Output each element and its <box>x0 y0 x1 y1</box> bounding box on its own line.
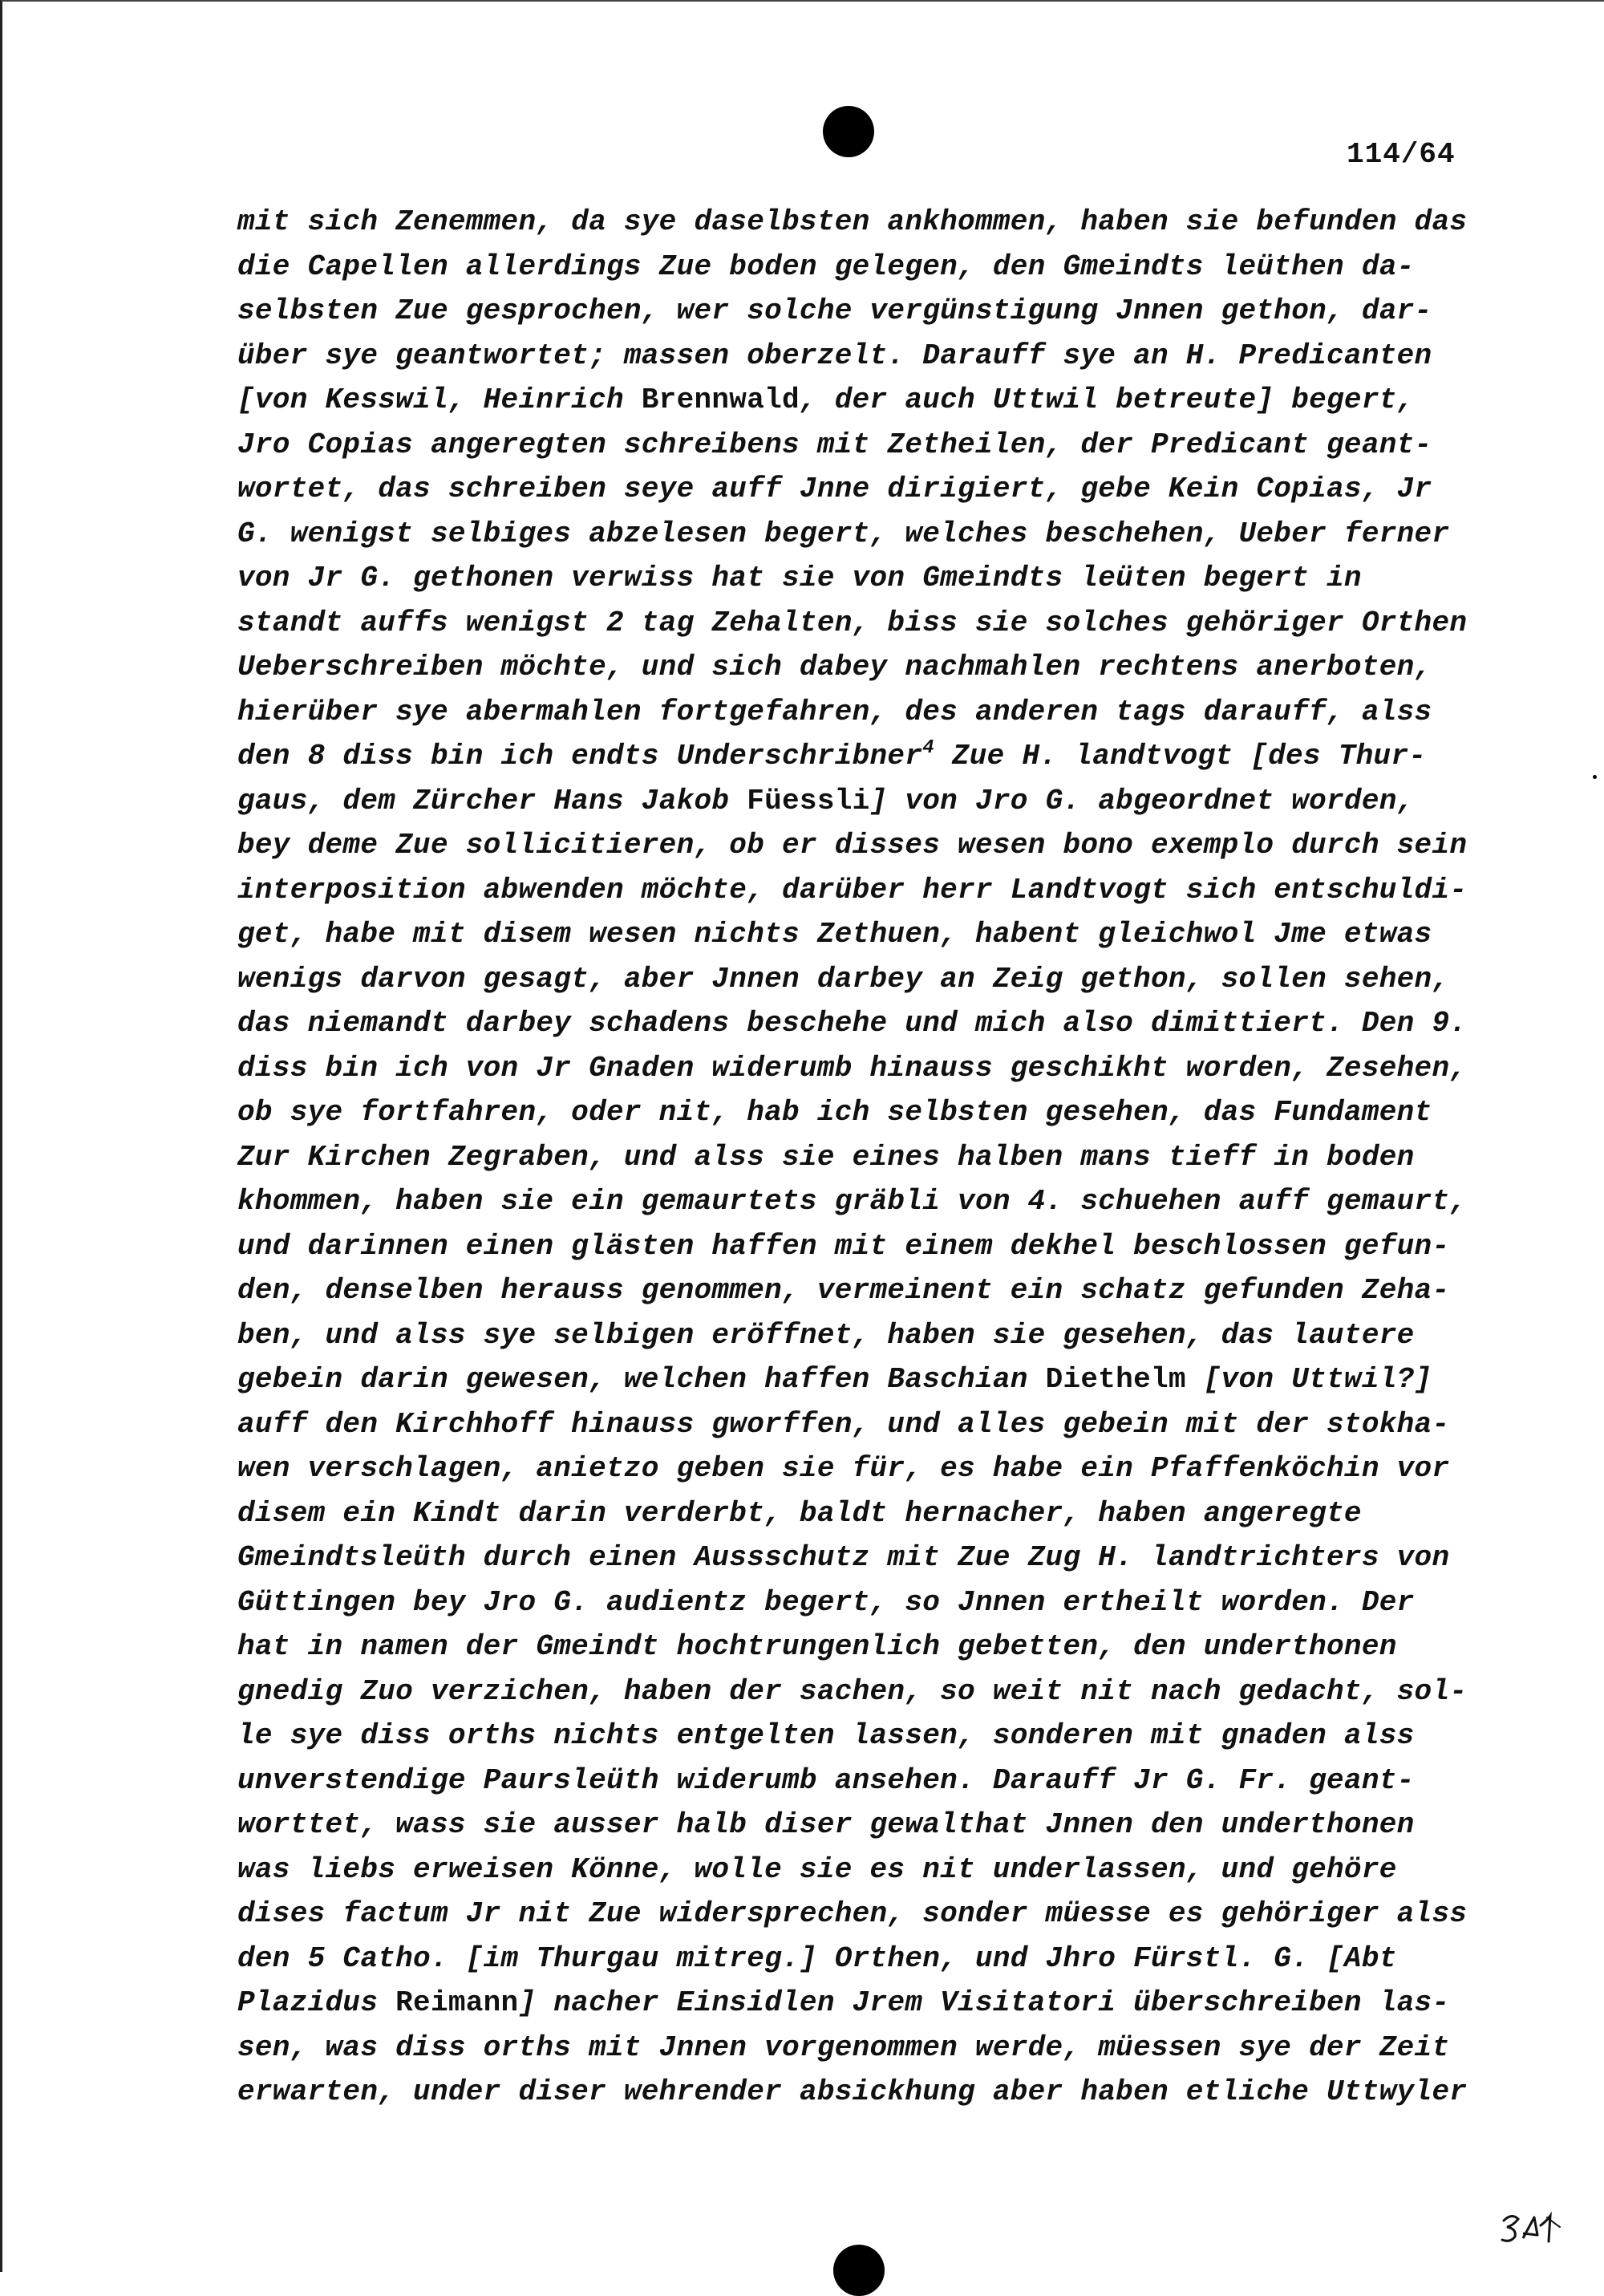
text-segment: hierüber sye abermahlen fortgefahren, des anderen tags darauff, alss <box>237 695 1432 728</box>
person-name: Brennwald <box>641 383 800 416</box>
text-line <box>237 1001 1489 1046</box>
text-segment: Gmeindtsleüth durch einen Aussschutz mit Zue Zug H. landtrichters von <box>237 1541 1450 1574</box>
text-segment: khommen, haben sie ein gemaurtets gräbli von 4. schuehen auff gemaurt, <box>237 1185 1468 1218</box>
punch-hole-bottom <box>833 2245 885 2296</box>
text-segment: ben, und alss sye selbigen eröffnet, haben sie gesehen, das lautere <box>237 1318 1415 1352</box>
text-segment: Ueberschreiben möchte, und sich dabey nachmahlen rechtens anerboten, <box>237 651 1432 684</box>
person-name: Reimann <box>395 1986 519 2019</box>
text-line <box>237 1446 1489 1491</box>
text-line <box>237 1402 1489 1447</box>
footnote-marker: 4 <box>922 737 934 759</box>
text-line <box>237 1892 1489 1937</box>
text-line <box>237 1803 1489 1848</box>
transcription-text <box>237 200 1489 2115</box>
text-segment: standt auffs wenigst 2 tag Zehalten, biss sie solches gehöriger Orthen <box>237 606 1468 639</box>
text-line <box>237 1669 1489 1714</box>
text-line <box>237 912 1489 957</box>
text-segment: und darinnen einen glästen haffen mit einem dekhel beschlossen gefun- <box>237 1229 1450 1263</box>
text-line <box>237 1848 1489 1892</box>
text-line <box>237 779 1489 824</box>
text-segment: von Jr G. gethonen verwiss hat sie von Gmeindts leüten begert in <box>237 562 1362 594</box>
text-segment: das niemandt darbey schadens beschehe und mich also dimittiert. Den 9. <box>237 1007 1468 1040</box>
text-line <box>237 1937 1489 1982</box>
text-segment: mit sich Zenemmen, da sye daselbsten ankhommen, haben sie befunden das <box>237 205 1468 238</box>
text-segment: , der auch Uttwil betreute] begert, <box>799 383 1415 416</box>
page-number: 114/64 <box>1347 138 1456 171</box>
text-segment: sen, was diss orths mit Jnnen vorgenommen werde, müessen sye der Zeit <box>237 2030 1450 2064</box>
text-segment: Plazidus <box>237 1986 396 2019</box>
text-segment: diss bin ich von Jr Gnaden widerumb hinauss geschikht worden, Zesehen, <box>237 1051 1468 1085</box>
text-segment: interposition abwenden möchte, darüber herr Landtvogt sich entschuldi- <box>237 873 1468 907</box>
text-line <box>237 512 1489 557</box>
text-line <box>237 1179 1489 1224</box>
text-line <box>237 1491 1489 1536</box>
text-line <box>237 601 1489 646</box>
text-line <box>237 1981 1489 2026</box>
text-segment: den 5 Catho. [im Thurgau mitreg.] Orthen, und Jhro Fürstl. G. [Abt <box>237 1941 1397 1975</box>
handwritten-page-number <box>1499 2209 1563 2248</box>
text-segment: dises factum Jr nit Zue widersprechen, sonder müesse es gehöriger alss <box>237 1897 1468 1930</box>
text-segment: worttet, wass sie ausser halb diser gewalthat Jnnen den underthonen <box>237 1808 1415 1841</box>
text-line <box>237 1759 1489 1803</box>
text-segment: ob sye fortfahren, oder nit, hab ich selbsten gesehen, das Fundament <box>237 1096 1432 1129</box>
text-segment: Zur Kirchen Zegraben, und alss sie eines halben mans tieff in boden <box>237 1140 1415 1174</box>
text-segment: den 8 diss bin ich endts Underschribner <box>237 740 923 773</box>
text-segment: den, denselben herauss genommen, vermeinent ein schatz gefunden Zeha- <box>237 1274 1450 1307</box>
text-segment: über sye geantwortet; massen oberzelt. Darauff sye an H. Predicanten <box>237 339 1432 372</box>
text-segment: ] von Jro G. abgeordnet worden, <box>869 784 1415 817</box>
text-line <box>237 1090 1489 1135</box>
person-name: Füessli <box>747 784 870 817</box>
text-segment: wenigs darvon gesagt, aber Jnnen darbey an Zeig gethon, sollen sehen, <box>237 962 1450 996</box>
text-line <box>237 823 1489 868</box>
text-segment: bey deme Zue sollicitieren, ob er disses wesen bono exemplo durch sein <box>237 829 1468 862</box>
text-line <box>237 2070 1489 2115</box>
text-segment: unverstendige Paursleüth widerumb ansehen. Darauff Jr G. Fr. geant- <box>237 1763 1415 1797</box>
text-line <box>237 1580 1489 1625</box>
text-line <box>237 1224 1489 1269</box>
text-segment: gaus, dem Zürcher Hans Jakob <box>237 784 747 817</box>
text-line <box>237 645 1489 690</box>
text-segment: [von Kesswil, Heinrich <box>237 383 642 416</box>
text-line <box>237 1046 1489 1091</box>
text-line <box>237 1625 1489 1669</box>
text-segment: gebein darin gewesen, welchen haffen Baschian <box>237 1363 1046 1396</box>
text-segment: die Capellen allerdings Zue boden gelegen, den Gmeindts leüthen da- <box>237 249 1415 283</box>
text-segment: gnedig Zuo verzichen, haben der sachen, so weit nit nach gedacht, sol- <box>237 1674 1468 1708</box>
text-segment: get, habe mit disem wesen nichts Zethuen, habent gleichwol Jme etwas <box>237 918 1432 951</box>
text-line <box>237 423 1489 468</box>
text-segment: Zue H. landtvogt [des Thur- <box>934 740 1427 773</box>
text-line <box>237 334 1489 379</box>
text-line <box>237 1535 1489 1580</box>
text-segment: le sye diss orths nichts entgelten lassen, sonderen mit gnaden alss <box>237 1719 1415 1752</box>
text-line <box>237 868 1489 913</box>
text-line <box>237 957 1489 1002</box>
text-segment: [von Uttwil?] <box>1185 1363 1432 1396</box>
text-line <box>237 1135 1489 1180</box>
text-segment: auff den Kirchhoff hinauss gworffen, und alles gebein mit der stokha- <box>237 1407 1450 1441</box>
person-name: Diethelm <box>1045 1363 1186 1396</box>
text-line <box>237 734 1489 779</box>
text-line <box>237 245 1489 290</box>
text-line <box>237 1313 1489 1358</box>
text-line <box>237 1268 1489 1313</box>
text-segment: ] nacher Einsidlen Jrem Visitatori überschreiben las- <box>518 1986 1450 2019</box>
margin-speck <box>1593 775 1597 779</box>
text-segment: erwarten, under diser wehrender absickhung aber haben etliche Uttwyler <box>237 2075 1468 2108</box>
text-line <box>237 467 1489 512</box>
text-segment: was liebs erweisen Könne, wolle sie es nit underlassen, und gehöre <box>237 1852 1397 1886</box>
text-segment: wen verschlagen, anietzo geben sie für, es habe ein Pfaffenköchin vor <box>237 1452 1450 1485</box>
text-line <box>237 289 1489 334</box>
text-segment: Jro Copias angeregten schreibens mit Zetheilen, der Predicant geant- <box>237 428 1432 461</box>
text-line <box>237 1357 1489 1402</box>
text-line <box>237 556 1489 601</box>
text-line <box>237 2026 1489 2071</box>
text-segment: G. wenigst selbiges abzelesen begert, welches beschehen, Ueber ferner <box>237 517 1450 550</box>
text-line <box>237 200 1489 245</box>
text-line <box>237 378 1489 423</box>
text-segment: hat in namen der Gmeindt hochtrungenlich gebetten, den underthonen <box>237 1630 1397 1663</box>
punch-hole-top <box>823 106 874 157</box>
text-segment: Güttingen bey Jro G. audientz begert, so Jnnen ertheilt worden. Der <box>237 1585 1415 1619</box>
text-segment: disem ein Kindt darin verderbt, baldt hernacher, haben angeregte <box>237 1496 1362 1530</box>
text-line <box>237 690 1489 735</box>
text-line <box>237 1714 1489 1759</box>
text-segment: wortet, das schreiben seye auff Jnne dirigiert, gebe Kein Copias, Jr <box>237 473 1432 505</box>
text-segment: selbsten Zue gesprochen, wer solche vergünstigung Jnnen gethon, dar- <box>237 294 1432 327</box>
